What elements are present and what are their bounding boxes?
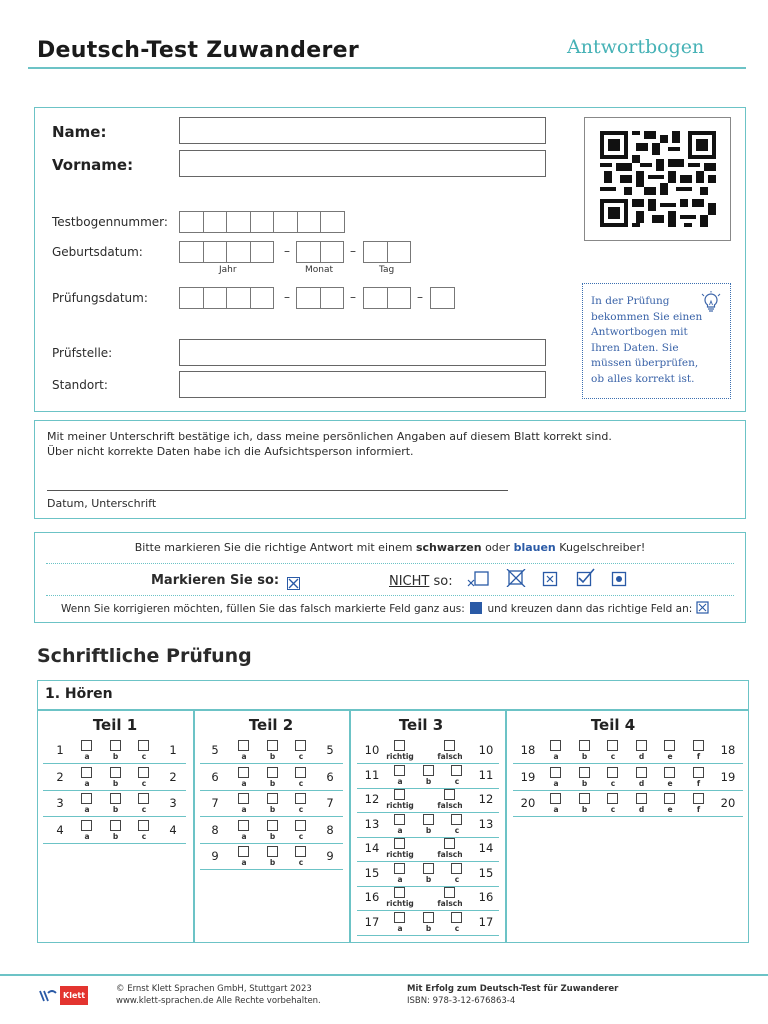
- dotted-divider: [46, 563, 734, 564]
- website: www.klett-sprachen.de Alle Rechte vorbehalten.: [116, 996, 321, 1006]
- question-number: 6: [326, 769, 334, 784]
- answer-checkbox-f[interactable]: [693, 740, 704, 751]
- answer-checkbox-richtig[interactable]: [394, 887, 405, 898]
- answer-checkbox-c[interactable]: [451, 765, 462, 776]
- question-row: [43, 793, 186, 817]
- question-number: 12: [478, 792, 494, 806]
- question-number: 8: [211, 822, 219, 837]
- option-label: a: [397, 874, 403, 884]
- lightbulb-icon: [700, 291, 722, 315]
- answer-checkbox-a[interactable]: [394, 863, 405, 874]
- option-label: b: [269, 831, 276, 841]
- name-field[interactable]: [179, 117, 546, 144]
- question-number: 16: [364, 890, 380, 904]
- dash: –: [350, 290, 356, 304]
- copyright: © Ernst Klett Sprachen GmbH, Stuttgart 2023: [116, 984, 312, 994]
- option-label: richtig: [386, 899, 414, 908]
- option-label: c: [141, 831, 147, 841]
- wrong-mark-check-icon: [576, 568, 596, 587]
- option-label: b: [425, 874, 432, 884]
- question-number: 4: [56, 822, 64, 837]
- question-row: [357, 838, 499, 862]
- question-number: 9: [211, 849, 219, 863]
- document-title: Deutsch-Test Zuwanderer: [37, 38, 359, 63]
- option-label: b: [269, 805, 276, 814]
- option-label: a: [553, 778, 559, 788]
- option-label: b: [112, 752, 119, 761]
- column-divider: [349, 710, 351, 943]
- answer-checkbox-a[interactable]: [550, 740, 561, 751]
- filled-box-icon: [470, 602, 482, 614]
- answer-checkbox-a[interactable]: [550, 767, 561, 778]
- option-label: c: [610, 778, 616, 788]
- answer-checkbox-falsch[interactable]: [444, 789, 455, 800]
- answer-checkbox-c[interactable]: [138, 767, 149, 778]
- option-label: b: [269, 778, 276, 788]
- question-number: 20: [520, 796, 536, 810]
- option-label: c: [141, 778, 147, 788]
- question-row: [357, 789, 499, 813]
- wrong-mark-outside-icon: [466, 570, 492, 588]
- answer-checkbox-falsch[interactable]: [444, 887, 455, 898]
- answer-checkbox-a[interactable]: [81, 767, 92, 778]
- answer-checkbox-richtig[interactable]: [394, 789, 405, 800]
- option-label: falsch: [437, 752, 463, 761]
- question-number: 7: [211, 796, 219, 810]
- answer-checkbox-b[interactable]: [579, 767, 590, 778]
- option-label: d: [638, 778, 645, 788]
- question-row: [513, 740, 743, 764]
- answer-checkbox-b[interactable]: [267, 793, 278, 804]
- not-like-this-label: NICHT so:: [389, 574, 453, 589]
- isbn: ISBN: 978-3-12-676863-4: [407, 996, 516, 1006]
- question-number: 9: [326, 849, 334, 863]
- wrong-mark-large-icon: [506, 569, 526, 587]
- option-label: f: [696, 778, 701, 788]
- answer-checkbox-b[interactable]: [267, 740, 278, 751]
- testbogen-label: Testbogennummer:: [52, 215, 168, 229]
- dotted-divider: [46, 595, 734, 596]
- birth-day-field[interactable]: [363, 241, 410, 263]
- answer-checkbox-c[interactable]: [295, 767, 306, 778]
- option-label: b: [581, 752, 588, 761]
- option-label: e: [667, 752, 673, 761]
- qr-code: [584, 117, 731, 241]
- option-label: a: [241, 831, 247, 841]
- answer-checkbox-c[interactable]: [138, 820, 149, 831]
- question-number: 1: [169, 743, 177, 757]
- standort-label: Standort:: [52, 378, 108, 392]
- option-label: falsch: [437, 899, 463, 908]
- option-label: a: [84, 831, 90, 841]
- option-label: d: [638, 805, 645, 814]
- question-row: [43, 740, 186, 764]
- answer-checkbox-a[interactable]: [550, 793, 561, 804]
- instruction-text: Bitte markieren Sie die richtige Antwort mit einem schwarzen oder blauen Kugelschreiber!: [134, 541, 646, 554]
- name-label: Name:: [52, 123, 107, 141]
- option-label: a: [553, 805, 559, 814]
- answer-checkbox-b[interactable]: [110, 793, 121, 804]
- question-row: [200, 793, 343, 817]
- question-row: [513, 767, 743, 791]
- written-exam-title: Schriftliche Prüfung: [37, 645, 252, 667]
- question-row: [357, 814, 499, 838]
- option-label: b: [112, 831, 119, 841]
- day-caption: Tag: [379, 265, 395, 275]
- option-label: a: [241, 805, 247, 814]
- exam-day-field[interactable]: [363, 287, 410, 309]
- question-number: 11: [478, 767, 494, 782]
- hint-text: In der Prüfung bekommen Sie einen Antwortbogen mit Ihren Daten. Sie müssen überprüfen, ob alles korrekt ist.: [591, 295, 703, 385]
- question-number: 2: [169, 769, 177, 784]
- klett-logo-icon: [38, 987, 58, 1005]
- option-label: richtig: [386, 752, 414, 761]
- option-label: a: [397, 825, 403, 835]
- answer-checkbox-a[interactable]: [81, 740, 92, 751]
- answer-checkbox-c[interactable]: [607, 740, 618, 751]
- answer-checkbox-richtig[interactable]: [394, 838, 405, 849]
- answer-checkbox-c[interactable]: [451, 863, 462, 874]
- answer-checkbox-a[interactable]: [394, 765, 405, 776]
- option-label: a: [84, 752, 90, 761]
- option-label: b: [112, 778, 119, 788]
- dash: –: [284, 244, 290, 258]
- question-number: 4: [169, 822, 177, 837]
- question-number: 11: [364, 767, 380, 782]
- option-label: d: [638, 752, 645, 761]
- answer-checkbox-c[interactable]: [295, 793, 306, 804]
- question-number: 19: [720, 769, 736, 784]
- answer-checkbox-b[interactable]: [110, 740, 121, 751]
- option-label: a: [397, 923, 403, 933]
- option-label: a: [241, 752, 247, 761]
- answer-checkbox-a[interactable]: [394, 912, 405, 923]
- option-label: f: [696, 805, 701, 814]
- option-label: falsch: [437, 801, 463, 810]
- geburtsdatum-label: Geburtsdatum:: [52, 245, 143, 259]
- qr-code-icon: [600, 131, 716, 227]
- signature-line[interactable]: [47, 490, 508, 491]
- option-label: c: [298, 752, 304, 761]
- answer-checkbox-b[interactable]: [579, 740, 590, 751]
- teil2-title: Teil 2: [248, 716, 294, 734]
- option-label: c: [610, 752, 616, 761]
- answer-checkbox-b[interactable]: [423, 814, 434, 825]
- birth-month-field[interactable]: [296, 241, 343, 263]
- question-row: [357, 912, 499, 936]
- question-number: 5: [211, 743, 219, 757]
- book-title: Mit Erfolg zum Deutsch-Test für Zuwanderer: [407, 984, 619, 994]
- option-label: c: [454, 776, 460, 786]
- birth-year-field[interactable]: [179, 241, 273, 263]
- question-number: 6: [211, 769, 219, 784]
- answer-checkbox-c[interactable]: [295, 740, 306, 751]
- year-caption: Jahr: [219, 265, 237, 275]
- answer-checkbox-a[interactable]: [394, 814, 405, 825]
- question-number: 18: [520, 743, 536, 757]
- question-number: 5: [326, 743, 334, 757]
- klett-logo-text: Klett: [60, 986, 88, 1005]
- answer-checkbox-a[interactable]: [238, 820, 249, 831]
- question-row: [357, 740, 499, 764]
- crossed-box-icon: [696, 601, 709, 614]
- answer-checkbox-c[interactable]: [138, 793, 149, 804]
- option-label: b: [269, 752, 276, 761]
- answer-checkbox-b[interactable]: [423, 765, 434, 776]
- option-label: e: [667, 805, 673, 814]
- vorname-label: Vorname:: [52, 156, 134, 174]
- option-label: c: [141, 752, 147, 761]
- answer-checkbox-f[interactable]: [693, 767, 704, 778]
- question-row: [200, 767, 343, 791]
- question-number: 15: [364, 865, 380, 880]
- answer-checkbox-b[interactable]: [423, 912, 434, 923]
- question-row: [43, 820, 186, 844]
- footer-divider: [0, 974, 768, 976]
- answer-checkbox-d[interactable]: [636, 793, 647, 804]
- exam-extra-field[interactable]: [430, 287, 454, 309]
- option-label: b: [112, 805, 119, 814]
- answer-checkbox-b[interactable]: [110, 767, 121, 778]
- question-number: 7: [326, 796, 334, 810]
- question-number: 10: [364, 743, 380, 757]
- answer-checkbox-c[interactable]: [607, 793, 618, 804]
- answer-checkbox-e[interactable]: [664, 767, 675, 778]
- option-label: b: [425, 923, 432, 933]
- answer-checkbox-b[interactable]: [579, 793, 590, 804]
- dash: –: [284, 290, 290, 304]
- dash: –: [350, 244, 356, 258]
- pruefungsdatum-label: Prüfungsdatum:: [52, 291, 148, 305]
- question-number: 15: [478, 865, 494, 880]
- answer-checkbox-b[interactable]: [267, 846, 278, 857]
- question-row: [357, 887, 499, 911]
- question-number: 14: [364, 841, 380, 855]
- header-divider: [28, 67, 746, 69]
- pruefstelle-field[interactable]: [179, 339, 546, 366]
- answer-checkbox-b[interactable]: [423, 863, 434, 874]
- question-number: 17: [478, 914, 494, 929]
- option-label: a: [397, 776, 403, 786]
- question-number: 13: [478, 816, 494, 831]
- answer-checkbox-a[interactable]: [238, 767, 249, 778]
- option-label: c: [298, 831, 304, 841]
- question-number: 1: [56, 743, 64, 757]
- standort-field[interactable]: [179, 371, 546, 398]
- question-number: 13: [364, 816, 380, 831]
- testbogen-field[interactable]: [179, 211, 344, 233]
- option-label: c: [298, 805, 304, 814]
- answer-checkbox-a[interactable]: [81, 820, 92, 831]
- answer-checkbox-c[interactable]: [451, 912, 462, 923]
- month-caption: Monat: [305, 265, 334, 275]
- correct-mark-example-icon: [287, 577, 300, 590]
- question-row: [43, 767, 186, 791]
- question-row: [200, 820, 343, 844]
- option-label: b: [581, 805, 588, 814]
- option-label: b: [425, 825, 432, 835]
- question-row: [357, 863, 499, 887]
- wrong-mark-small-icon: [542, 571, 558, 587]
- option-label: a: [241, 778, 247, 788]
- teil3-title: Teil 3: [398, 716, 444, 734]
- question-number: 2: [56, 769, 64, 784]
- wrong-mark-dot-icon: [611, 571, 627, 587]
- answer-checkbox-richtig[interactable]: [394, 740, 405, 751]
- option-label: e: [667, 778, 673, 788]
- sheet-label: Antwortbogen: [567, 36, 705, 58]
- hint-box: [582, 283, 731, 399]
- question-number: 8: [326, 822, 334, 837]
- answer-checkbox-c[interactable]: [607, 767, 618, 778]
- question-number: 3: [169, 796, 177, 810]
- correction-text: Wenn Sie korrigieren möchten, füllen Sie das falsch markierte Feld ganz aus: und kreuzen dann das richtige Feld an:: [61, 601, 709, 615]
- option-label: f: [696, 752, 701, 761]
- option-label: c: [141, 805, 147, 814]
- question-number: 20: [720, 796, 736, 810]
- question-number: 14: [478, 841, 494, 855]
- pruefstelle-label: Prüfstelle:: [52, 346, 113, 360]
- teil1-title: Teil 1: [92, 716, 138, 734]
- answer-checkbox-e[interactable]: [664, 740, 675, 751]
- question-number: 3: [56, 796, 64, 810]
- answer-checkbox-d[interactable]: [636, 740, 647, 751]
- answer-checkbox-a[interactable]: [238, 793, 249, 804]
- question-number: 17: [364, 914, 380, 929]
- question-number: 18: [720, 743, 736, 757]
- answer-checkbox-c[interactable]: [138, 740, 149, 751]
- question-row: [357, 765, 499, 789]
- option-label: richtig: [386, 801, 414, 810]
- teil4-title: Teil 4: [590, 716, 636, 734]
- option-label: c: [454, 825, 460, 835]
- question-row: [200, 740, 343, 764]
- question-number: 10: [478, 743, 494, 757]
- section-divider: [37, 709, 749, 711]
- option-label: richtig: [386, 850, 414, 859]
- signature-statement-2: Über nicht korrekte Daten habe ich die Aufsichtsperson informiert.: [47, 445, 414, 458]
- answer-checkbox-c[interactable]: [295, 846, 306, 857]
- answer-checkbox-a[interactable]: [238, 740, 249, 751]
- dash: –: [417, 290, 423, 304]
- option-label: falsch: [437, 850, 463, 859]
- answer-checkbox-d[interactable]: [636, 767, 647, 778]
- column-divider: [505, 710, 507, 943]
- option-label: b: [269, 858, 276, 867]
- answer-checkbox-c[interactable]: [451, 814, 462, 825]
- exam-month-field[interactable]: [296, 287, 343, 309]
- question-number: 16: [478, 890, 494, 904]
- answer-checkbox-falsch[interactable]: [444, 838, 455, 849]
- answer-checkbox-b[interactable]: [267, 820, 278, 831]
- answer-checkbox-b[interactable]: [267, 767, 278, 778]
- option-label: a: [84, 778, 90, 788]
- option-label: b: [581, 778, 588, 788]
- option-label: a: [241, 858, 247, 867]
- option-label: b: [425, 776, 432, 786]
- hoeren-title: 1. Hören: [45, 686, 113, 702]
- answer-checkbox-f[interactable]: [693, 793, 704, 804]
- option-label: c: [298, 858, 304, 867]
- mark-like-this-label: Markieren Sie so:: [151, 573, 280, 588]
- option-label: a: [553, 752, 559, 761]
- question-number: 12: [364, 792, 380, 806]
- column-divider: [193, 710, 195, 943]
- vorname-field[interactable]: [179, 150, 546, 177]
- option-label: c: [454, 874, 460, 884]
- klett-logo: [38, 986, 88, 1005]
- option-label: c: [454, 923, 460, 933]
- answer-checkbox-b[interactable]: [110, 820, 121, 831]
- question-number: 19: [520, 769, 536, 784]
- option-label: c: [610, 805, 616, 814]
- question-row: [513, 793, 743, 817]
- exam-year-field[interactable]: [179, 287, 273, 309]
- question-row: [200, 846, 343, 870]
- answer-checkbox-falsch[interactable]: [444, 740, 455, 751]
- option-label: c: [298, 778, 304, 788]
- answer-checkbox-e[interactable]: [664, 793, 675, 804]
- signature-statement-1: Mit meiner Unterschrift bestätige ich, dass meine persönlichen Angaben auf diesem Blatt korrekt sind.: [47, 430, 612, 443]
- answer-checkbox-a[interactable]: [238, 846, 249, 857]
- signature-caption: Datum, Unterschrift: [47, 497, 157, 510]
- answer-checkbox-c[interactable]: [295, 820, 306, 831]
- option-label: a: [84, 805, 90, 814]
- answer-checkbox-a[interactable]: [81, 793, 92, 804]
